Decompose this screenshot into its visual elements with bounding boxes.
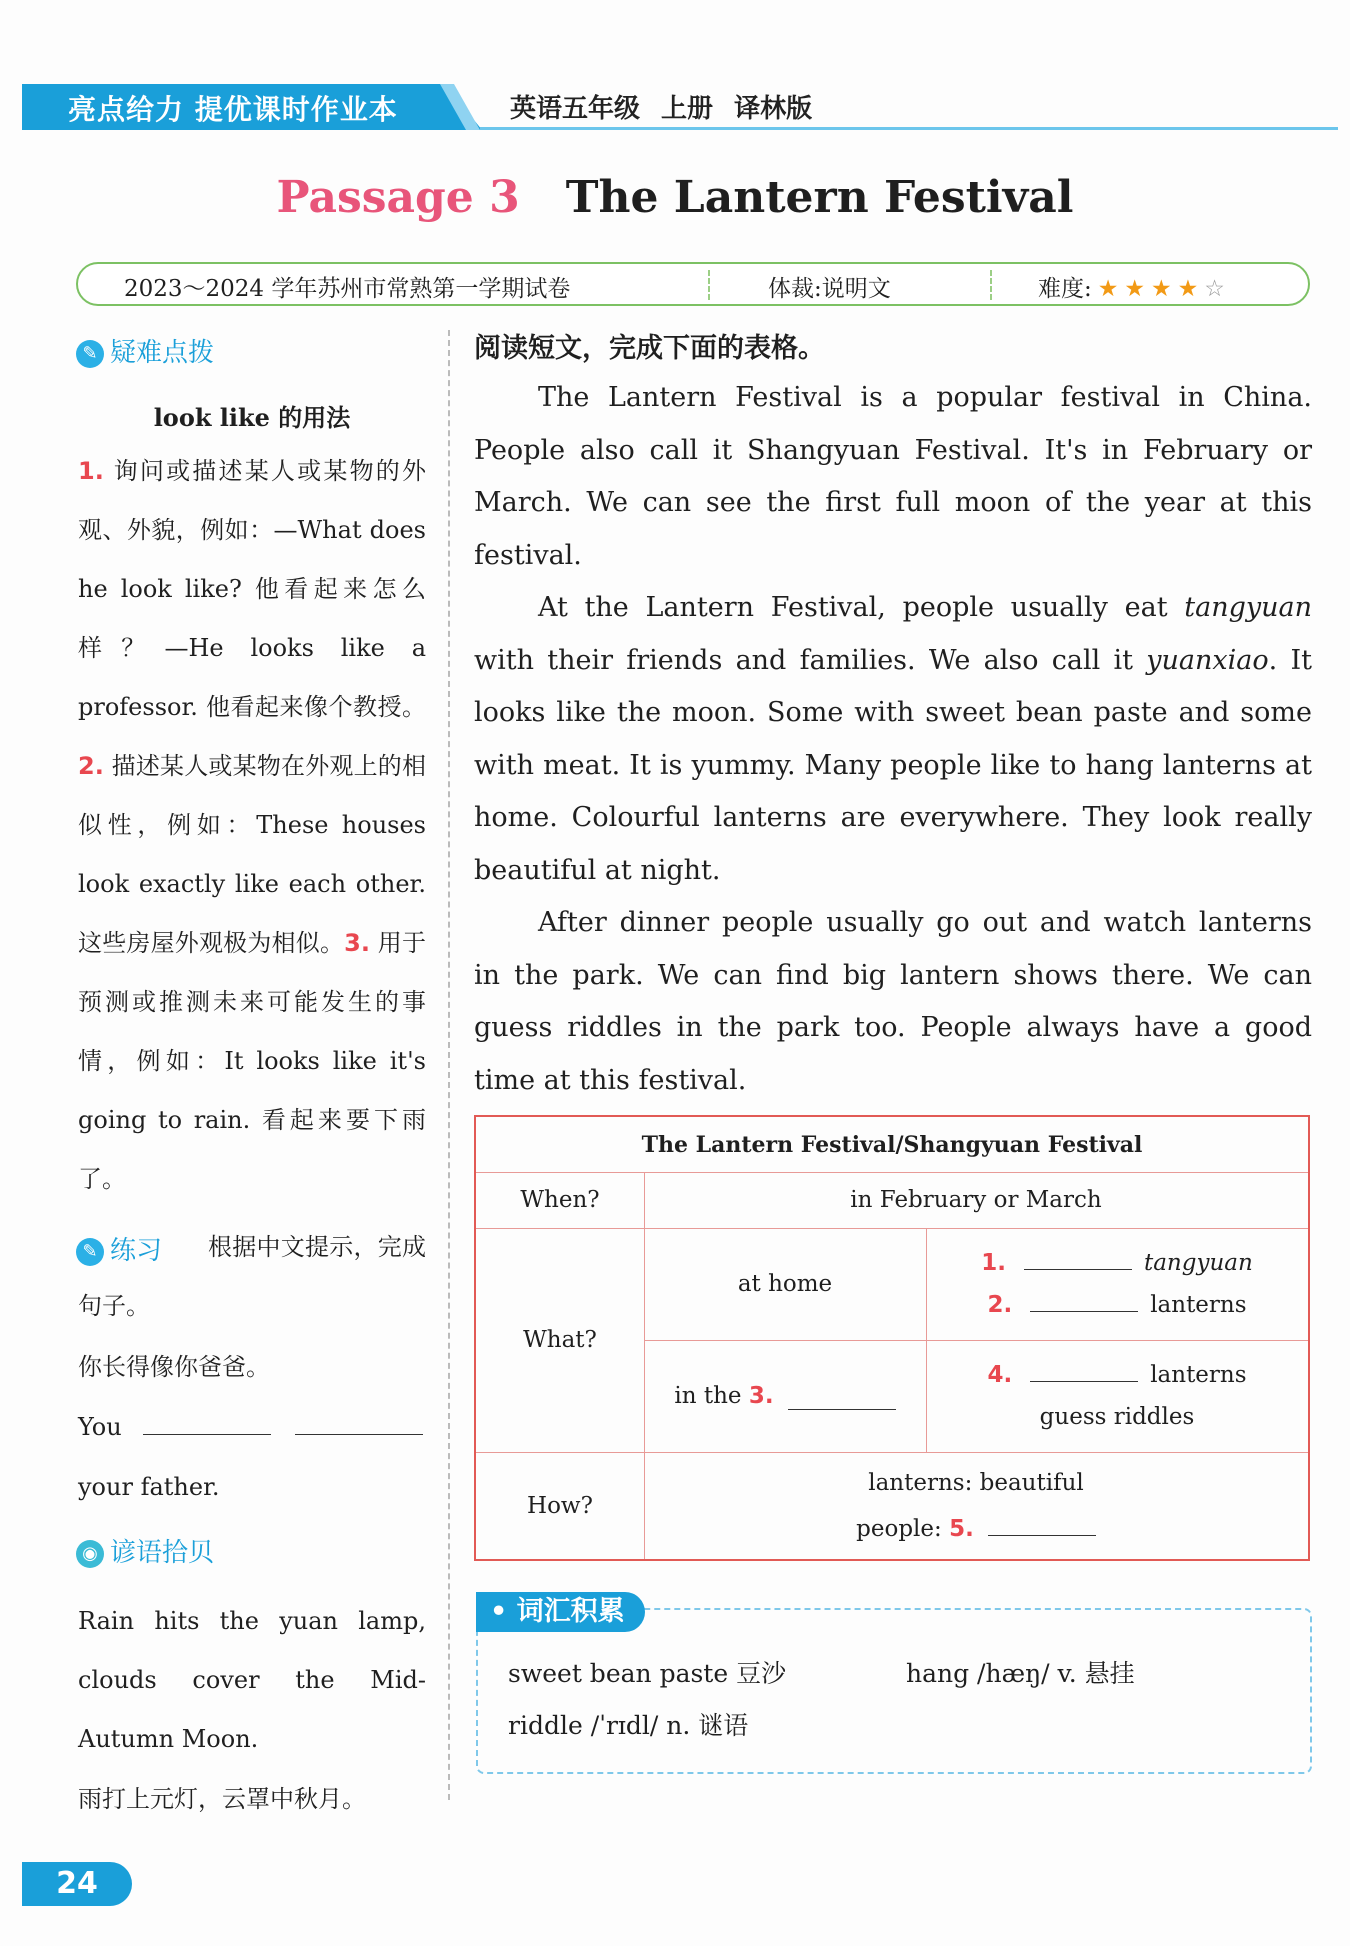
pencil-icon: ✎ [76,1238,104,1266]
pencil-icon: ✎ [76,340,104,368]
how-lanterns: lanterns: beautiful [868,1469,1084,1496]
difficulty-stars [1092,276,1225,302]
item-2: lanterns [1150,1292,1247,1318]
proverb-chinese: 雨打上元灯，云罩中秋月。 [78,1785,366,1813]
tip-number: 2. [78,752,104,780]
vocab-box [476,1608,1312,1774]
proverb-heading-text: 谚语拾贝 [110,1538,215,1568]
practice-heading-text: 练习 [110,1236,163,1266]
item-4: lanterns [1150,1362,1247,1388]
tip-number: 1. [78,457,104,485]
answer-blank[interactable] [988,1509,1096,1536]
tips-body [78,442,426,1209]
q-number: 3. [748,1383,774,1409]
summary-table [474,1115,1310,1561]
home-activities [926,1228,1308,1340]
shell-icon: ◉ [76,1540,104,1568]
vocab-tag: • 词汇积累 [476,1592,645,1632]
paragraph-2 [474,582,1312,897]
header-rule [480,127,1338,130]
page-title [0,172,1350,223]
star-empty-icon: ☆ [1204,276,1225,302]
how-label: How? [527,1492,593,1519]
answer-blank[interactable] [1024,1243,1132,1270]
tips-heading [76,332,214,369]
answer-blank[interactable] [295,1408,423,1435]
guess-riddles: guess riddles [1039,1404,1195,1430]
reading-instruction: 阅读短文，完成下面的表格。 [474,333,825,364]
star-filled-icon: ★ [1097,276,1119,302]
table-title: The Lantern Festival/Shangyuan Festival [641,1131,1143,1158]
park-activities [926,1340,1308,1452]
proverb-english: Rain hits the yuan lamp, clouds cover the Mid-Autumn Moon. [78,1607,426,1753]
vocab-item: sweet bean paste 豆沙 [508,1659,787,1688]
when-label: When? [520,1187,600,1213]
how-people-label: people: [856,1515,942,1542]
passage-body [474,372,1312,1107]
difficulty-label [1038,270,1225,303]
tips-subtitle: look like 的用法 [153,403,351,432]
practice-start: You [78,1413,122,1441]
item-4-row [987,1354,1246,1396]
q-number: 5. [949,1515,974,1542]
paragraph-1: The Lantern Festival is a popular festival in China. People also call it Shangyuan Festival. It's in February or March. We can see the first full moon of the year at this festival. [474,382,1312,571]
passage-title: The Lantern Festival [565,172,1074,223]
item-1: tangyuan [1143,1250,1253,1276]
info-bar [76,262,1310,306]
answer-blank[interactable] [1030,1285,1138,1312]
star-filled-icon: ★ [1177,276,1199,302]
tips-heading-text: 疑难点拨 [110,338,215,368]
answer-blank[interactable] [788,1383,896,1410]
p2-italic: tangyuan [1184,592,1312,623]
genre-label: 体裁:说明文 [768,276,891,302]
answer-blank[interactable] [143,1408,271,1435]
practice-chinese: 你长得像你爸爸。 [78,1353,270,1381]
q-number: 1. [981,1250,1006,1276]
column-divider [448,330,450,1800]
tip-text: 用于预测或推测未来可能发生的事情，例如：It looks like it's going to rain. 看起来要下雨了。 [78,929,427,1193]
in-the-text: in the [674,1383,742,1409]
info-divider [708,270,710,300]
star-filled-icon: ★ [1151,276,1172,302]
what-label: What? [523,1327,597,1353]
source-label: 2023～2024 学年苏州市常熟第一学期试卷 [124,276,571,302]
p2-text: with their friends and families. We also call it [474,644,1147,676]
answer-blank[interactable] [1030,1355,1138,1382]
q-number: 2. [987,1292,1013,1318]
practice-end: your father. [78,1473,220,1501]
difficulty-text: 难度: [1038,276,1092,302]
at-home-cell: at home [737,1271,833,1297]
tip-number: 3. [344,929,370,957]
page-number: 24 [22,1862,132,1906]
in-the-cell [644,1340,926,1452]
item-2-row [987,1284,1246,1326]
q-number: 4. [987,1362,1013,1388]
practice-instruction: 根据中文提示，完成句子。 [78,1233,426,1320]
item-1-row [981,1242,1253,1284]
vocab-item: riddle /ˈrɪdl/ n. 谜语 [508,1711,749,1740]
p2-italic: yuanxiao [1146,644,1269,676]
how-value [644,1452,1308,1559]
vocab-item: hang /hæŋ/ v. 悬挂 [906,1659,1135,1688]
star-filled-icon: ★ [1124,276,1145,302]
paragraph-3: After dinner people usually go out and watch lanterns in the park. We can find big lantern shows there. We can guess riddles in the park too. People always have a good time at this festival. [474,907,1312,1096]
proverb-heading [76,1532,214,1569]
p2-text: At the Lantern Festival, people usually eat [538,592,1185,623]
p2-text: . It looks like the moon. Some with sweet bean paste and some with meat. It is yummy. Many people like to hang lanterns at home. Colourful lanterns are everywhere. They look really beautiful at night. [474,644,1312,886]
tip-text: 询问或描述某人或某物的外观、外貌，例如：—What does he look like? 他看起来怎么样？—He looks like a professor. 他看起来像个教授。 [78,457,426,721]
how-people [856,1506,1096,1552]
info-divider [990,270,992,300]
book-info: 英语五年级 上册 译林版 [510,94,813,124]
passage-number: Passage 3 [276,172,520,223]
practice-sentence [78,1398,426,1457]
when-value: in February or March [850,1187,1102,1213]
series-title: 亮点给力 提优课时作业本 [68,93,398,126]
tip-text: 描述某人或某物在外观上的相似性，例如：These houses look exactly like each other. 这些房屋外观极为相似。 [78,752,426,957]
